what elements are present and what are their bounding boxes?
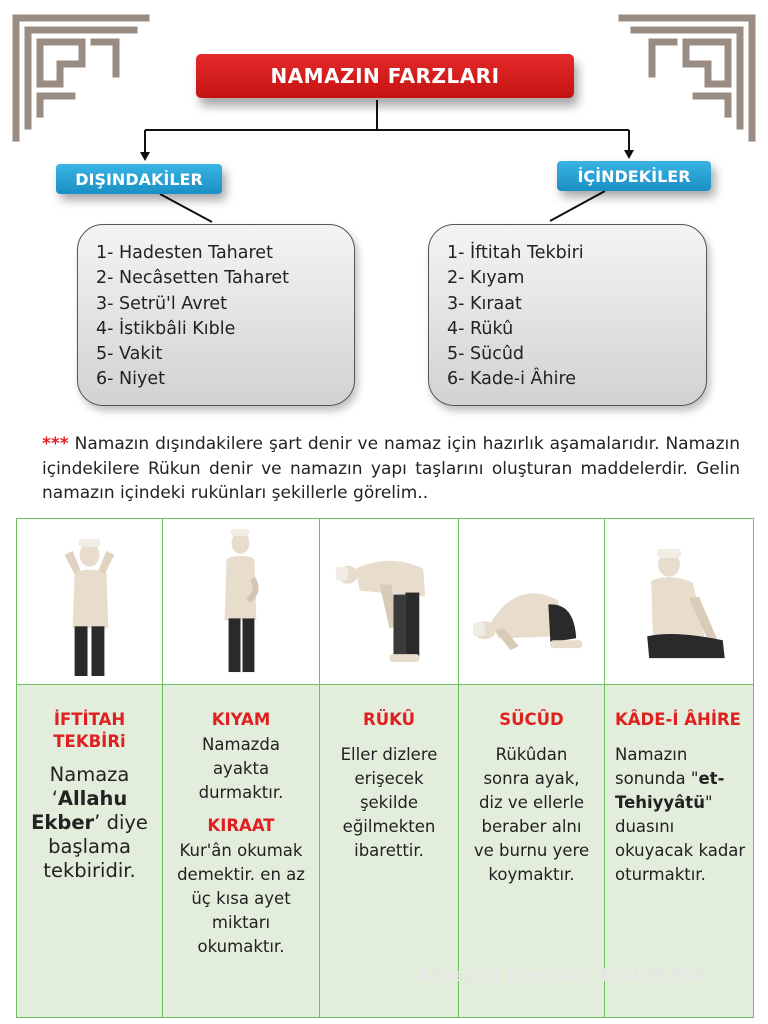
list-item: 5- Sücûd	[447, 344, 525, 365]
outside-label: DIŞINDAKİLER	[56, 164, 222, 194]
note-stars: ***	[42, 434, 69, 454]
figure-cell	[163, 519, 319, 685]
list-item: 6- Niyet	[96, 369, 165, 390]
column-heading: RÜKÛ	[363, 710, 415, 729]
list-item: 3- Kıraat	[447, 293, 522, 314]
list-item: 2- Kıyam	[447, 268, 525, 289]
column-heading: İFTİTAH TEKBİRi	[53, 710, 126, 751]
column-kiyam	[163, 519, 320, 1017]
standing-figure	[163, 519, 319, 684]
outside-list	[77, 224, 355, 406]
column-text: Namazda ayakta durmaktır.	[198, 735, 284, 802]
column-subheading: KIRAAT	[207, 816, 275, 835]
standing-takbir-figure	[17, 519, 162, 684]
text-cell	[17, 685, 162, 1017]
list-item: 6- Kade-i Âhire	[447, 369, 577, 390]
list-item: 2- Necâsetten Taharet	[96, 268, 290, 289]
column-ruku	[320, 519, 459, 1017]
column-text: Eller dizlere erişecek şekilde eğilmekten ibarettir.	[340, 745, 438, 860]
column-sucud	[459, 519, 605, 1017]
sitting-figure	[605, 519, 753, 684]
page-title: NAMAZIN FARZLARI	[196, 54, 574, 98]
note-text: Namazın dışındakilere şart denir ve namaz için hazırlık aşamalarıdır. Namazın içindekilere Rükun denir ve namazın yapı taşlarını oluşturan maddelerdir. Gelin namazın içindeki rukünları şekillerle görelim..	[42, 434, 740, 503]
list-item: 1- İftitah Tekbiri	[447, 243, 584, 263]
column-text: Rükûdan sonra ayak, diz ve ellerle beraber alnı ve burnu yere koymaktır.	[473, 745, 590, 884]
explanation-note	[42, 432, 740, 506]
list-item: 4- İstikbâli Kıble	[96, 318, 236, 339]
inside-label: İÇİNDEKİLER	[557, 161, 711, 191]
list-item: 3- Setrü'l Avret	[96, 293, 228, 314]
text-cell	[163, 685, 319, 1017]
connector-lines	[0, 0, 768, 260]
column-text: Namazın sonunda "et-Tehiyyâtü" duasını okuyacak kadar oturmaktır.	[615, 745, 746, 884]
bowing-figure	[320, 519, 458, 684]
figure-cell	[605, 519, 753, 685]
column-iftitah	[17, 519, 163, 1017]
figure-cell	[459, 519, 604, 685]
column-heading: KÂDE-İ ÂHİRE	[615, 710, 741, 729]
column-subtext: Kur'ân okumak demektir. en az üç kısa ayet miktarı okumaktır.	[177, 841, 305, 956]
author-watermark: Altıeylül İlçe Vaizi Erol OLFAZ	[418, 966, 708, 986]
posture-table	[16, 518, 754, 1018]
list-item: 4- Rükû	[447, 318, 514, 339]
column-text: Namaza ‘Allahu Ekber’ diye başlama tekbiridir.	[31, 763, 148, 882]
figure-cell	[320, 519, 458, 685]
list-item: 1- Hadesten Taharet	[96, 243, 273, 263]
column-heading: KIYAM	[211, 710, 271, 729]
figure-cell	[17, 519, 162, 685]
column-heading: SÜCÛD	[499, 710, 564, 729]
column-kade	[605, 519, 753, 1017]
list-item: 5- Vakit	[96, 344, 163, 365]
prostrating-figure	[459, 519, 604, 684]
inside-list	[428, 224, 707, 406]
